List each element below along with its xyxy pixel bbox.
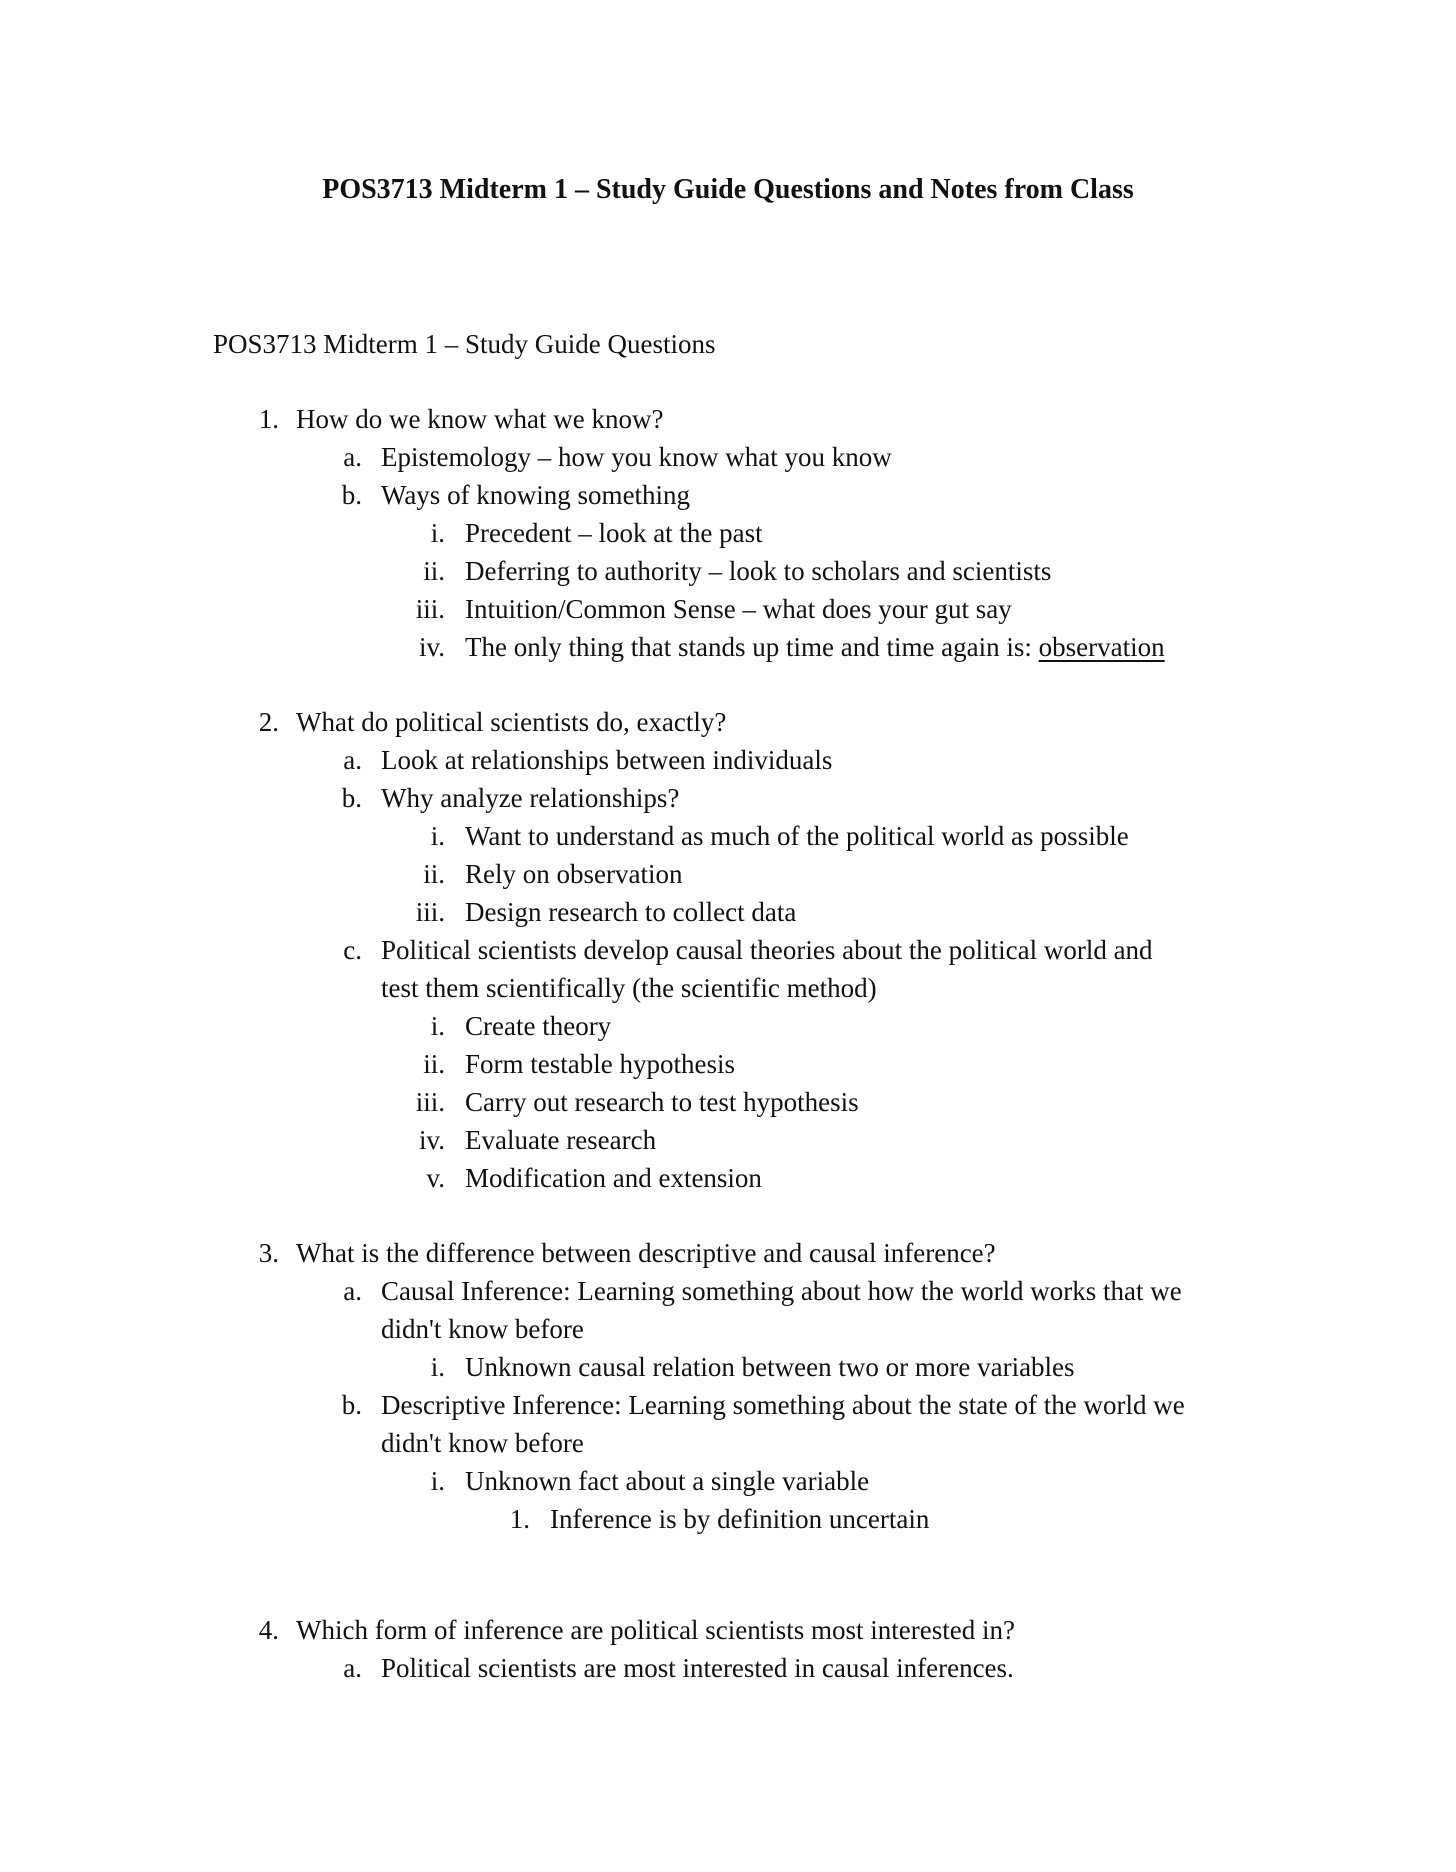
list-marker: b.: [341, 1390, 362, 1420]
list-marker: 1.: [509, 1504, 530, 1534]
list-text: test them scientifically (the scientific method): [381, 973, 877, 1003]
list-marker: i.: [430, 1352, 445, 1382]
list-marker: iii.: [415, 594, 445, 624]
list-marker: iv.: [419, 632, 445, 662]
list-marker: iv.: [419, 1125, 445, 1155]
list-marker: 4.: [258, 1615, 279, 1645]
list-text: Unknown causal relation between two or more variables: [465, 1352, 1075, 1382]
list-marker: a.: [343, 1653, 362, 1683]
list-text: Why analyze relationships?: [381, 783, 680, 813]
list-text: Intuition/Common Sense – what does your gut say: [465, 594, 1012, 624]
list-marker: b.: [341, 783, 362, 813]
list-text: Ways of knowing something: [381, 480, 691, 510]
list-text: What is the difference between descriptive and causal inference?: [296, 1238, 996, 1268]
list-text: Deferring to authority – look to scholars and scientists: [465, 556, 1052, 586]
list-text: [465, 630, 1165, 664]
list-marker: ii.: [423, 556, 445, 586]
list-text: Unknown fact about a single variable: [465, 1466, 870, 1496]
list-text: Rely on observation: [465, 859, 683, 889]
list-marker: i.: [430, 1011, 445, 1041]
list-text: Political scientists develop causal theories about the political world and: [381, 935, 1153, 965]
list-marker: b.: [341, 480, 362, 510]
list-text: Descriptive Inference: Learning something about the state of the world we: [381, 1390, 1185, 1420]
list-text: Evaluate research: [465, 1125, 657, 1155]
section-heading: POS3713 Midterm 1 – Study Guide Questions: [213, 329, 716, 359]
document-title: POS3713 Midterm 1 – Study Guide Questions and Notes from Class: [322, 174, 1134, 205]
list-text: didn't know before: [381, 1428, 584, 1458]
list-text: Epistemology – how you know what you know: [381, 442, 892, 472]
list-marker: a.: [343, 442, 362, 472]
list-marker: v.: [426, 1163, 445, 1193]
list-text: Form testable hypothesis: [465, 1049, 735, 1079]
list-marker: ii.: [423, 859, 445, 889]
list-text: didn't know before: [381, 1314, 584, 1344]
list-marker: iii.: [415, 897, 445, 927]
list-text: Political scientists are most interested in causal inferences.: [381, 1653, 1014, 1683]
list-marker: c.: [343, 935, 362, 965]
list-marker: 3.: [258, 1238, 279, 1268]
list-marker: a.: [343, 1276, 362, 1306]
list-marker: ii.: [423, 1049, 445, 1079]
list-marker: 2.: [258, 707, 279, 737]
list-text-lead: The only thing that stands up time and time again is:: [465, 632, 1039, 662]
list-text: Precedent – look at the past: [465, 518, 763, 548]
list-text: Create theory: [465, 1011, 612, 1041]
list-text: Which form of inference are political scientists most interested in?: [296, 1615, 1015, 1645]
list-marker: 1.: [258, 404, 279, 434]
list-text: How do we know what we know?: [296, 404, 664, 434]
underlined-word: observation: [1038, 632, 1165, 662]
list-text: Inference is by definition uncertain: [550, 1504, 930, 1534]
list-marker: i.: [430, 518, 445, 548]
list-marker: iii.: [415, 1087, 445, 1117]
list-marker: i.: [430, 1466, 445, 1496]
list-text: Look at relationships between individuals: [381, 745, 833, 775]
list-text: Causal Inference: Learning something about how the world works that we: [381, 1276, 1182, 1306]
list-marker: a.: [343, 745, 362, 775]
list-text: Design research to collect data: [465, 897, 797, 927]
list-text: Modification and extension: [465, 1163, 762, 1193]
list-marker: i.: [430, 821, 445, 851]
list-text: Want to understand as much of the political world as possible: [465, 821, 1129, 851]
list-text: Carry out research to test hypothesis: [465, 1087, 859, 1117]
list-text: What do political scientists do, exactly?: [296, 707, 727, 737]
